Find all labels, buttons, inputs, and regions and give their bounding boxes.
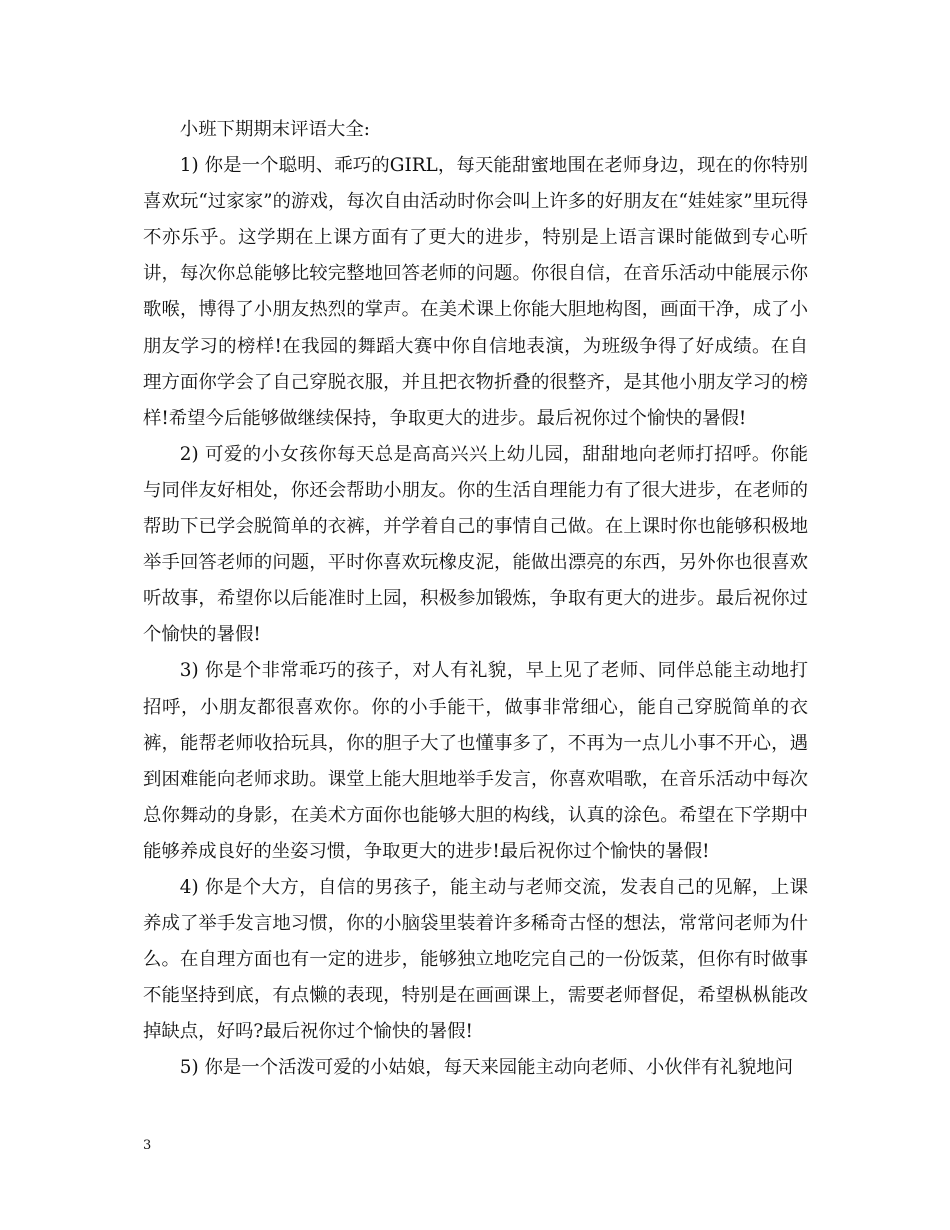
page-number: 3 — [143, 1138, 152, 1153]
document-body — [143, 112, 808, 1087]
document-title: 小班下期期末评语大全: — [179, 119, 370, 140]
paragraph-3: 3) 你是个非常乖巧的孩子，对人有礼貌，早上见了老师、同伴总能主动地打招呼，小朋友都很喜欢你。你的小手能干，做事非常细心，能自己穿脱简单的衣裤，能帮老师收拾玩具，你的胆子大了也懂事多了，不再为一点儿小事不开心，遇到困难能向老师求助。课堂上能大胆地举手发言，你喜欢唱歌，在音乐活动中每次总你舞动的身影，在美术方面你也能够大胆的构线，认真的涂色。希望在下学期中能够养成良好的坐姿习惯，争取更大的进步!最后祝你过个愉快的暑假! — [143, 660, 808, 862]
paragraph-5: 5) 你是一个活泼可爱的小姑娘，每天来园能主动向老师、小伙伴有礼貌地问 — [179, 1057, 794, 1079]
paragraph-1: 1) 你是一个聪明、乖巧的GIRL，每天能甜蜜地围在老师身边，现在的你特别喜欢玩“过家家”的游戏，每次自由活动时你会叫上许多的好朋友在“娃娃家”里玩得不亦乐乎。这学期在上课方面有了更大的进步，特别是上语言课时能做到专心听讲，每次你总能够比较完整地回答老师的问题。你很自信，在音乐活动中能展示你歌喉，博得了小朋友热烈的掌声。在美术课上你能大胆地构图，画面干净，成了小朋友学习的榜样!在我园的舞蹈大赛中你自信地表演，为班级争得了好成绩。在自理方面你学会了自己穿脱衣服，并且把衣物折叠的很整齐，是其他小朋友学习的榜样!希望今后能够做继续保持，争取更大的进步。最后祝你过个愉快的暑假! — [143, 155, 808, 429]
paragraph-2: 2) 可爱的小女孩你每天总是高高兴兴上幼儿园，甜甜地向老师打招呼。你能与同伴友好相处，你还会帮助小朋友。你的生活自理能力有了很大进步，在老师的帮助下已学会脱简单的衣裤，并学着自己的事情自己做。在上课时你也能够积极地举手回答老师的问题，平时你喜欢玩橡皮泥，能做出漂亮的东西，另外你也很喜欢听故事，希望你以后能准时上园，积极参加锻炼，争取有更大的进步。最后祝你过个愉快的暑假! — [143, 443, 808, 646]
paragraph-4: 4) 你是个大方，自信的男孩子，能主动与老师交流，发表自己的见解，上课养成了举手发言地习惯，你的小脑袋里装着许多稀奇古怪的想法，常常问老师为什么。在自理方面也有一定的进步，能够独立地吃完自己的一份饭菜，但你有时做事不能坚持到底，有点懒的表现，特别是在画画课上，需要老师督促，希望枞枞能改掉缺点，好吗?最后祝你过个愉快的暑假! — [143, 876, 808, 1043]
